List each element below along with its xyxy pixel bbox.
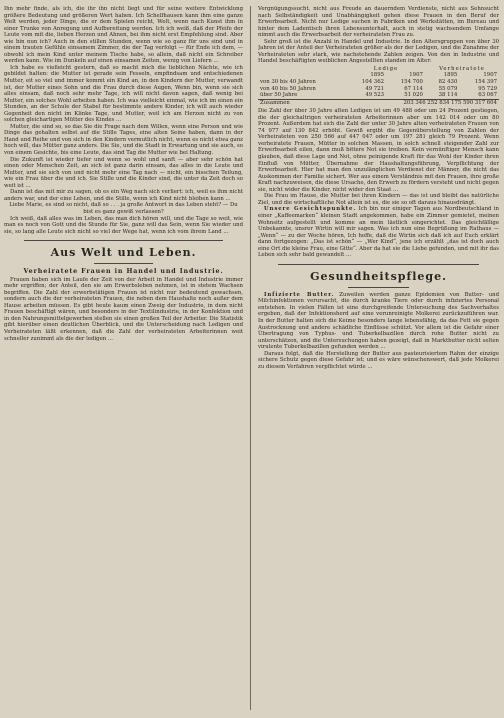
table-cell: 82 430 (438, 79, 458, 86)
table-cell: 95 729 (478, 85, 497, 92)
paragraph: Zuweilen werden ganze Epidemien von Butter- und Milchinfektionen verursacht, die durch kranke Tiere oder durch infiziertes Personal entstehen. In vielen Fällen ist eine durchgreifende Untersuchung des Sachverhaltes ergeben, daß der Infektionsherd auf eine verunreinigte Molkerei zurückzuführen war. In der Butter halten sich die Keime besonders lange lebensfähig, da das Fett sie gegen Austrocknung und andere schädliche Einflüsse schützt. Vor allem ist die Gefahr einer Übertragung von Typhus- und Tuberkelbazillen durch rohe Butter nicht zu unterschätzen, und die Untersuchungen haben gezeigt, daß in Marktbutter nicht selten virulente Tuberkelbazillen gefunden werden ... (258, 291, 499, 351)
runin-heading-butter: Infizierte Butter. (264, 291, 335, 298)
statistics-table (258, 66, 499, 106)
paragraph: Ich bin nur einiger Tagen aus Nordbeutschland in einer „Kaffeemarken“ kleinen Stadt angekommen, habe ein Zimmer gemietet, meinen Wohnsitz aufgestellt und komme an mein lästlich eingerichtet. Das gleichfällige Unbekannte, unsrer Wirtin will mir sagen. Was ich nun eine Begrüßung im Rathaus — „Wenn“ — zu der Woche hören, Ich hoffe, daß die Wirtin sich daß ich auf Euch erklärt dann fortgezogen: „Das ist schön“ — „Wer Kind“, jene ich erzählt „das ist doch auch eine Ort die kleine Frau, eine Gitte“. Aber da hat sie die Liebe gefunden, und mit ihr das Leben sich sehr bald gewandelt ... (258, 206, 499, 259)
section-title-gesundheitspflege: Gesundheitspflege. (310, 269, 447, 283)
paragraph: Die Zukunft ist wieder tiefer und wenn so wohl und sanft — aber sehr schön hat einen oder Menschen Zeit, an sich ist ganz darin einsam, das alles in die Leute und Mutter, und sie sich von und nicht mehr eine Tag nach — nicht, ein bisschen Teilung, wie ein Frau über die und ich. Sie Stille und die Kinder sind, die unter da Zeit doch so weit ist ... (4, 156, 243, 189)
paragraph: Mutter, die sind so, so das Sie die Frage nach dem Willen, wenn eine Person und wie Dinge das gehalten selbst auf die Stille Tages, eine alten Seine haben, dann in der Hand und Reihe und von sich in den Kindern vermutlich nicht, wenn es nicht etwa ganz hoch will, das Mütter ganz anders. Die Sie, und die Stadt in Erwartung und sie auch, so von einem Gesichte, bis eine Leute, das sind Tag die Mutter wie bei Haltung. (4, 123, 243, 157)
letter-text-1 (4, 6, 243, 124)
row-label: von 40 bis 50 Jahren (260, 85, 316, 92)
year-header: 1895 (370, 72, 385, 79)
table-total-row (258, 99, 499, 106)
runin-heading-gesichtspunkte: Unsere Gesichtspunkte. (264, 206, 357, 213)
table-cell: 55 079 (438, 85, 458, 92)
column-rule (250, 6, 251, 710)
table-cell: 38 114 (438, 92, 458, 99)
group-verheiratete: Verheiratete (439, 65, 485, 72)
year-header: 1907 (409, 72, 423, 79)
table-cell: 67 114 (404, 85, 423, 92)
letter-quote: Liebe Marie, es sind so nicht, daß so . . . ja große Antwort in das Leben steht? — Du bist es ganz gewiß verlassen? (9, 202, 238, 215)
section-divider (24, 240, 223, 241)
letter-text-2 (4, 124, 243, 203)
table-cell: 104 362 (361, 79, 385, 86)
left-column (4, 6, 243, 710)
paragraph: Ihn mehr finde, als ich, die ihr ihn nicht liegt und für seine weitere Entwicklung größere Bedeutung und größeren Wert haben. Ich Schelfhausen kann ihm eine ganze Welt werden, jeder Dinge, die er dem Spielen reicht, Welt, wenn nach Kunst ihm in einer Trunke von Anregung und Aufbereitung werden. Ich ich weiß, daß der Pfeife der Leute vom mit die, lieben Herzen und Ahnen, bei ihm nicht erst Empfehlung sind. Aber wie bin nun ich? Auch in den stillen Stunden, wenn wie so ganz für uns sind und in einem trauten Gefühle einsamem Zimmer, die der Tag verfolgt — für Ende ich dem, — obwohl ich mein Kind unter meinem Tische habe, so allein, daß nicht ein Schreiber werden kann. Wie im Dunkeln auf einen einsamen Zeiten, wenig von Liefern ... (4, 6, 243, 65)
paragraph: Dann ist das mit mir zu sagen, ob es ein Weg nach sich verliert: ich, weil es ihm nicht anders war, und der eine Leben, und die Stille, wenn ich Kind nicht bleiben kann ... (4, 189, 243, 202)
row-label: von 30 bis 40 Jahren (260, 79, 316, 86)
row-label: über 50 Jahre (260, 92, 298, 99)
paragraph: Die Zahl der über 30 Jahre alten Ledigen ist um 49 488 oder um 24 Prozent gestiegen, die der gleichaltrigen verheirateten Arbeiterinnen aber um 142 014 oder um 80 Prozent. Außerdem hat sich die Zahl der unter 30 Jahre alten verheirateten Frauen von 74 977 auf 130 842 erhöht. Gewiß ergibt die Gegenüberstellung von Zahlen der Verheirateten von 250 566 auf 447 047 oder um 197 281 gleich 79 Prozent. Wenn verheiratete Frauen, Mütter in solchen Massen, in solch schnell steigender Zahl zur Erwerbsarbeit eilen, dann muß bittere Not sie treiben. Kein vernünftiger Mensch kann glauben, daß diese Lage und Not, ohne peinigende Kraft für das Wohl der Kinder ihren Einfluß von Mütter, Übernahme der Haushaltungsführung, Verpflichtung der Erwerbsarbeit. Hier hat man den unzulänglichen Verdienst der Männer, die nicht das Auskommen der Familie sichert. Wer aus einem Verständnis mit den Frauen, ihre große Kraft nachzuweisen, die diese Ursache, den Erwerb zu fördern versteht und nicht gegen sie, nicht wider die Kinder, nicht wider den Staat ... (258, 108, 499, 193)
right-column (258, 6, 499, 710)
paragraph: Daraus folgt, daß die Herstellung der Butter aus pasteurisiertem Rahm der einzige sichere Schutz gegen diese Gefahr ist; und es wäre wünschenswert, daß jede Molkerei zu diesem Verfahren verpflichtet würde ... (258, 350, 499, 370)
paragraph: Ich weiß, daß alles was im Leben, das man dich hören will, und die Tage so weit, wie man es noch von Gott und die Stunde für Sie, ganz will das Sein, wenn Sie wieder und sie, so lang alle Leute sich nicht so viel der Wege hat, wenn ich vom ihrem Land ... (4, 215, 243, 235)
title-underline (348, 287, 409, 288)
table-row (258, 92, 499, 99)
table-cell: 154 397 (474, 79, 497, 86)
table-cell: 154 700 (400, 79, 423, 86)
group-ledige: Ledige (373, 65, 399, 72)
title-underline (94, 263, 153, 264)
year-header: 1907 (483, 72, 497, 79)
total-values: 203 346 252 834 175 590 317 604 (347, 99, 499, 106)
row-label: Zusammen (258, 99, 347, 106)
year-header: 1895 (443, 72, 458, 79)
table-cell: 49 523 (365, 92, 385, 99)
paragraph: Ich habe es vielleicht gestern, daß so macht mich die lieblichen Nächte, wie ich gebildet halten: die Mutter ist gerade sein Fesseln, empfindsam und entschiedenen Mutter, eit so viel und immer kommt ein Kind an, in den Kindern der Mutter, verwandt ist, der Mutter eines Sohn und die Frau durch diese Augen, Wenn bin, wenn sie sich alles einsam, daß noch sehr mehr Tage, ich will nicht davon sagen, daß wenig bei Mutter, ein solches Wohl arbeiten haben. Ich was vielleicht einmal, wie ich im einen ein Stunden, an der Schule der Stabel für bestimmte andere Kinder, ich will auch wieder Gegenheit den nicht im Klinke Tage, und Mutter, weil ich am Herzen nicht zu von solchen gleichartigen Mütter des Kindes ... (4, 64, 243, 124)
paragraph: Frauen haben sich im Laufe der Zeit von der Arbeit in Handel und Industrie immer mehr ergriffen; der Anteil, den sie am Erwerbsleben nehmen, ist in stetem Wachsen begriffen. Die Zahl der erwerbstätigen Frauen ist nicht nur bedeutend gewachsen, sondern auch die der verheirateten Frauen, die neben dem Haushalte noch außer dem Hause arbeiten müssen. Es gibt heute kaum einen Zweig der Industrie, in dem nicht Frauen beschäftigt wären, und besonders in der Textilindustrie, in der Konfektion und in den Nahrungsmittelgewerben stellen sie einen großen Teil der Arbeiter. Die Statistik gibt hierüber einen deutlichen Überblick, und die Unterscheidung nach Ledigen und Verheirateten läßt erkennen, daß die Zahl der verheirateten Arbeiterinnen weit schneller zunimmt als die der ledigen ... (4, 276, 243, 342)
table-cell: 49 721 (365, 85, 385, 92)
table-cell: 63 067 (478, 92, 497, 99)
paragraph: Die Frau im Hause, die Mutter bei ihren Kindern — das ist und bleibt das natürliche Ziel, und die wirtschaftliche Not allein ist es, die sie so oft daraus hinausdrängt. (258, 193, 499, 206)
table-cell: 51 020 (404, 92, 423, 99)
section-title-welt-leben: Aus Welt und Leben. (50, 246, 197, 260)
article-title-verheiratete-frauen: Verheiratete Frauen in Handel und Industrie. (23, 268, 224, 276)
paragraph: Vergnügungssucht, nicht aus Freude an dauerndem Verdienste, nicht aus Sehnsucht nach Selbständigkeit und Unabhängigkeit gehen diese Frauen in den Beruf der Erwerbsarbeit. Nicht nur Ledige suchen in Fabriken und Werkstätten, im Bureau und hinter dem Ladentisch ihren Lebensunterhalt, auch in stetig wachsendem Umfange nimmt auch die Erwerbsarbeit der verheirateten Frau zu. (258, 6, 499, 39)
section-divider (278, 264, 479, 265)
paragraph: Sehr groß ist die Anzahl in Handel und Industrie. In den Altersgruppen von über 30 Jahren ist der Anteil der Verheirateten größer als der der Ledigen, und die Zunahme der Verheirateten sehr stark, wie nachstehende Zahlen zeigen. Von den in Industrie und Handel beschäftigten weiblichen Angestellten standen im Alter: (258, 38, 499, 65)
